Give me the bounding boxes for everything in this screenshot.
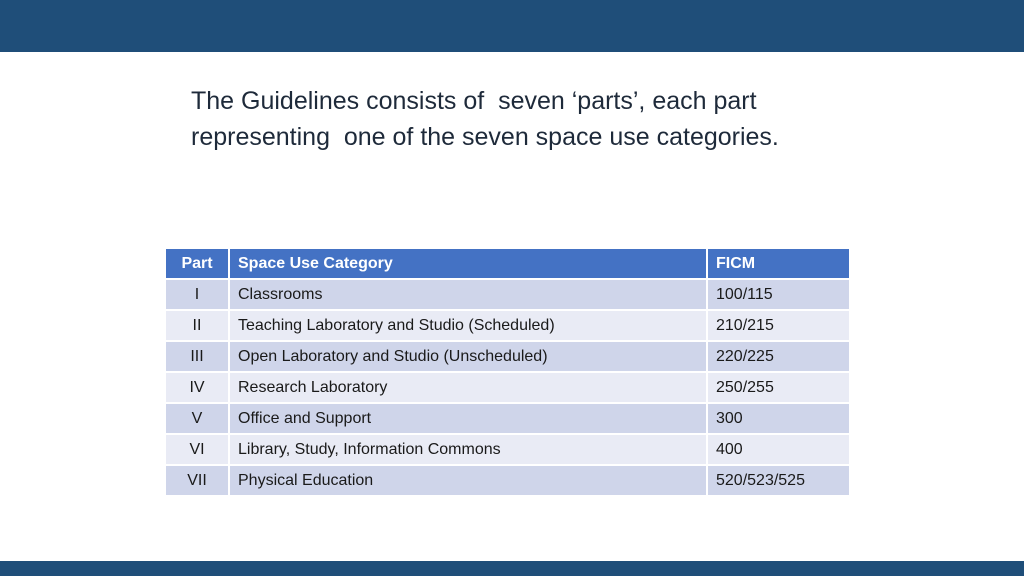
cell-ficm: 520/523/525: [708, 466, 849, 497]
heading-line-1: The Guidelines consists of seven ‘parts’, each part: [191, 87, 757, 115]
cell-part: I: [166, 280, 230, 311]
cell-ficm: 300: [708, 404, 849, 435]
slide-heading: [191, 83, 891, 155]
cell-part: IV: [166, 373, 230, 404]
table-row: [166, 435, 849, 466]
cell-category: Research Laboratory: [230, 373, 708, 404]
cell-category: Physical Education: [230, 466, 708, 497]
cell-part: VI: [166, 435, 230, 466]
table-row: [166, 280, 849, 311]
cell-part: VII: [166, 466, 230, 497]
header-category: Space Use Category: [230, 249, 708, 280]
table-row: [166, 466, 849, 497]
cell-part: III: [166, 342, 230, 373]
cell-category: Library, Study, Information Commons: [230, 435, 708, 466]
table-row: [166, 342, 849, 373]
cell-ficm: 400: [708, 435, 849, 466]
table-header-row: [166, 249, 849, 280]
top-banner: [0, 0, 1024, 52]
space-use-table: [166, 249, 849, 497]
cell-category: Open Laboratory and Studio (Unscheduled): [230, 342, 708, 373]
header-part: Part: [166, 249, 230, 280]
cell-ficm: 100/115: [708, 280, 849, 311]
heading-line-2: representing one of the seven space use categories.: [191, 123, 779, 151]
header-ficm: FICM: [708, 249, 849, 280]
cell-part: II: [166, 311, 230, 342]
cell-part: V: [166, 404, 230, 435]
cell-ficm: 220/225: [708, 342, 849, 373]
table-row: [166, 311, 849, 342]
cell-category: Teaching Laboratory and Studio (Scheduled): [230, 311, 708, 342]
table-row: [166, 373, 849, 404]
cell-category: Classrooms: [230, 280, 708, 311]
cell-ficm: 250/255: [708, 373, 849, 404]
bottom-banner: [0, 561, 1024, 576]
table-row: [166, 404, 849, 435]
cell-category: Office and Support: [230, 404, 708, 435]
cell-ficm: 210/215: [708, 311, 849, 342]
